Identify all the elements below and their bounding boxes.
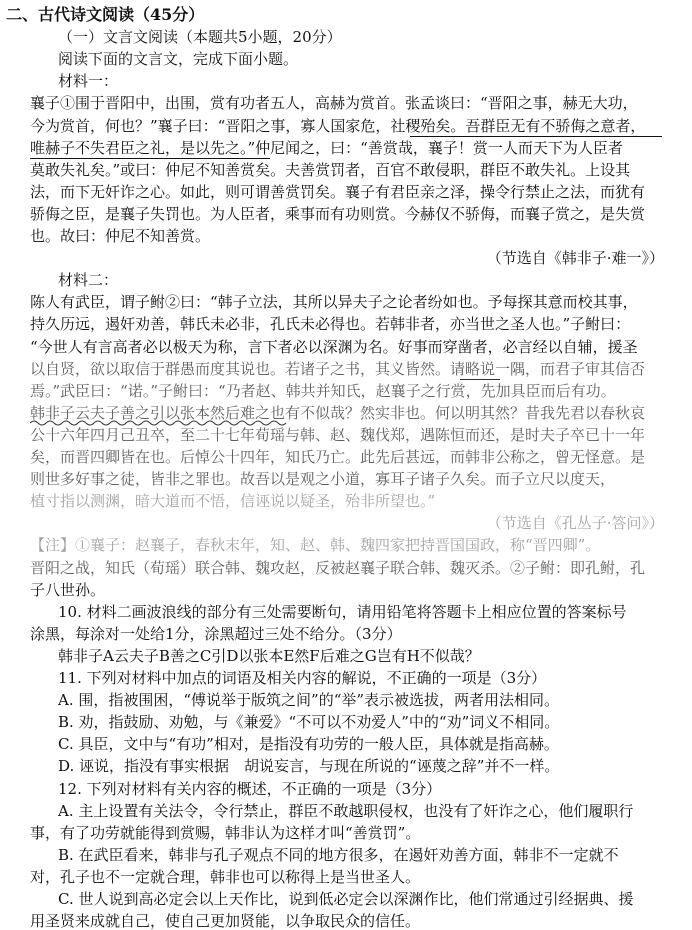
underline-mark: [30, 158, 270, 159]
annotation-line: 子八世孙。: [30, 580, 106, 599]
material-two-line: 韩非子云夫子善之引以张本然后难之也有不似哉？然实非也。何以明其然？昔我先君以春秋哀: [30, 403, 646, 422]
material-two-source: （节选自《孔丛子·答问》）: [486, 514, 664, 533]
question-11-option-b: B. 劝，指鼓励、劝勉，与《兼爱》“不可以不劝爱人”中的“劝”词义不相同。: [58, 713, 560, 732]
material-two-line: 陈人有武臣，谓子鲋②曰：“韩子立法，其所以异夫子之论者纷如也。予每探其意而校其事，: [30, 293, 638, 312]
underline-mark: [460, 379, 500, 380]
wavy-underline-mark: [30, 419, 670, 427]
question-11-option-c: C. 具臣，文中与“有功”相对，是指没有功劳的一般人臣，具体就是指高赫。: [58, 735, 559, 754]
question-11-option-a: A. 围，指被围困，“傅说举于版筑之间”的“举”表示被选拔，两者用法相同。: [58, 691, 560, 710]
question-12-option-a-cont: 事，有了功劳就能得到赏赐，韩非认为这样才叫“善赏罚”。: [30, 823, 421, 842]
material-one-line: 襄子①围于晋阳中，出围，赏有功者五人，高赫为赏首。张孟谈曰：“晋阳之事，赫无大功，: [30, 94, 638, 113]
material-two-line: 公十六年四月己丑卒，至二十七年荀瑶与韩、赵、魏伐郑，遇陈恒而还，是时夫子卒已十一年: [30, 425, 646, 444]
material-two-line: 则世多好事之徒，皆非之罪也。故吾以是观之小道，寡耳子诸子久矣。而子立尺以度天，: [30, 470, 616, 489]
material-one-line: 唯赫子不失君臣之礼，是以先之。”仲尼闻之，曰：“善赏哉，襄子！赏一人而天下为人臣者: [30, 138, 623, 157]
question-12-option-a: A. 主上设置有关法令，令行禁止，群臣不敢越职侵权，也没有了奸诈之心，他们履职行: [58, 801, 634, 820]
material-one-label: 材料一：: [58, 72, 119, 91]
question-10-line: 涂黑，每涂对一处给1分，涂黑超过三处不给分。（3分）: [30, 624, 402, 643]
question-10-line: 10. 材料二画波浪线的部分有三处需要断句，请用铅笔将答题卡上相应位置的答案标号: [58, 602, 627, 621]
question-10-sentence: 韩非子A云夫子B善之C引D以张本E然F后难之G岂有H不似哉？: [58, 646, 480, 665]
annotation-line: 晋阳之战，知氏（荀瑶）联合韩、魏攻赵，反被赵襄子联合韩、魏灭杀。②子鲋：即孔鲋，孔: [30, 558, 646, 577]
material-two-line: 持久历远，遏奸劝善，韩氏未必非，孔氏未必得也。若韩非者，亦当世之圣人也。”子鲋曰：: [30, 315, 631, 334]
question-11-stem: 11. 下列对材料中加点的词语及相关内容的解说，不正确的一项是（3分）: [58, 669, 547, 687]
question-11-option-d: D. 诬说，指没有事实根据 胡说妄言，与现在所说的“诬蔑之辞”并不一样。: [58, 757, 560, 776]
underline-mark: [410, 136, 662, 137]
material-one-source: （节选自《韩非子·难一》）: [486, 249, 664, 268]
material-two-line: “今世人有言高者必以极天为称，言下者必以深渊为名。好事而穿凿者，必言经以自辅，援圣: [30, 337, 638, 356]
material-two-line: 焉。”武臣曰：“诺。”子鲋曰：“乃者赵、韩共并知氏，赵襄子之行赏，先加具臣而后有功。: [30, 381, 616, 400]
material-two-line: 植寸指以测渊，暗大道而不悟，信诬说以疑圣，殆非所望也。”: [30, 492, 436, 511]
material-one-line: 也。故曰：仲尼不知善赏。: [30, 227, 211, 245]
instruction-text: 阅读下面的文言文，完成下面小题。: [58, 50, 299, 69]
material-one-line: [30, 117, 645, 135]
subsection-title: （一）文言文阅读（本题共5小题，20分）: [58, 28, 342, 47]
question-12-option-c: C. 世人说到高必定会以上天作比，说到低必定会以深渊作比，他们常通过引经据典、援: [58, 890, 634, 908]
annotation-line: 【注】①襄子：赵襄子，春秋末年，知、赵、韩、魏四家把持晋国国政，称“晋四卿”。: [30, 536, 601, 555]
material-two-line: 矣，而晋四卿皆在也。后悼公十四年，知氏乃亡。此先后甚远，而韩非公称之，曾无怪意。是: [30, 448, 646, 466]
material-one-line: 莫敢失礼矣。”或曰：仲尼不知善赏矣。夫善赏罚者，百官不敢侵职，群臣不敢失礼。上设其: [30, 160, 631, 179]
material-two-line: 以自贤，欲以取信于群愚而度其说也。若诸子之书，其义皆然。请略说一隅，而君子审其信否: [30, 359, 646, 378]
material-one-text: 今为赏首，何也？”襄子曰：“晋阳之事，寡人国家危，社稷殆矣。吾群臣无有不骄侮之意者，: [30, 116, 646, 135]
question-12-option-b: B. 在武臣看来，韩非与孔子观点不同的地方很多，在遏奸劝善方面，韩非不一定就不: [58, 845, 619, 864]
material-one-line: 法，而下无奸诈之心。如此，则可谓善赏罚矣。襄子有君臣亲之泽，操令行禁止之法，而犹有: [30, 182, 646, 201]
material-one-line: 骄侮之臣，是襄子失罚也。为人臣者，乘事而有功则赏。今赫仅不骄侮，而襄子赏之，是失赏: [30, 204, 646, 223]
question-12-option-c-cont: 用圣贤来成就自己，使自己更加贤能，以争取民众的信任。: [30, 912, 421, 930]
question-12-stem: 12. 下列对材料有关内容的概述，不正确的一项是（3分）: [58, 779, 442, 798]
material-two-label: 材料二：: [58, 271, 119, 290]
section-title: 二、古代诗文阅读（45分）: [6, 5, 205, 24]
question-12-option-b-cont: 对，孔子也不一定就合理，韩非也可以称得上是当世圣人。: [30, 867, 421, 886]
